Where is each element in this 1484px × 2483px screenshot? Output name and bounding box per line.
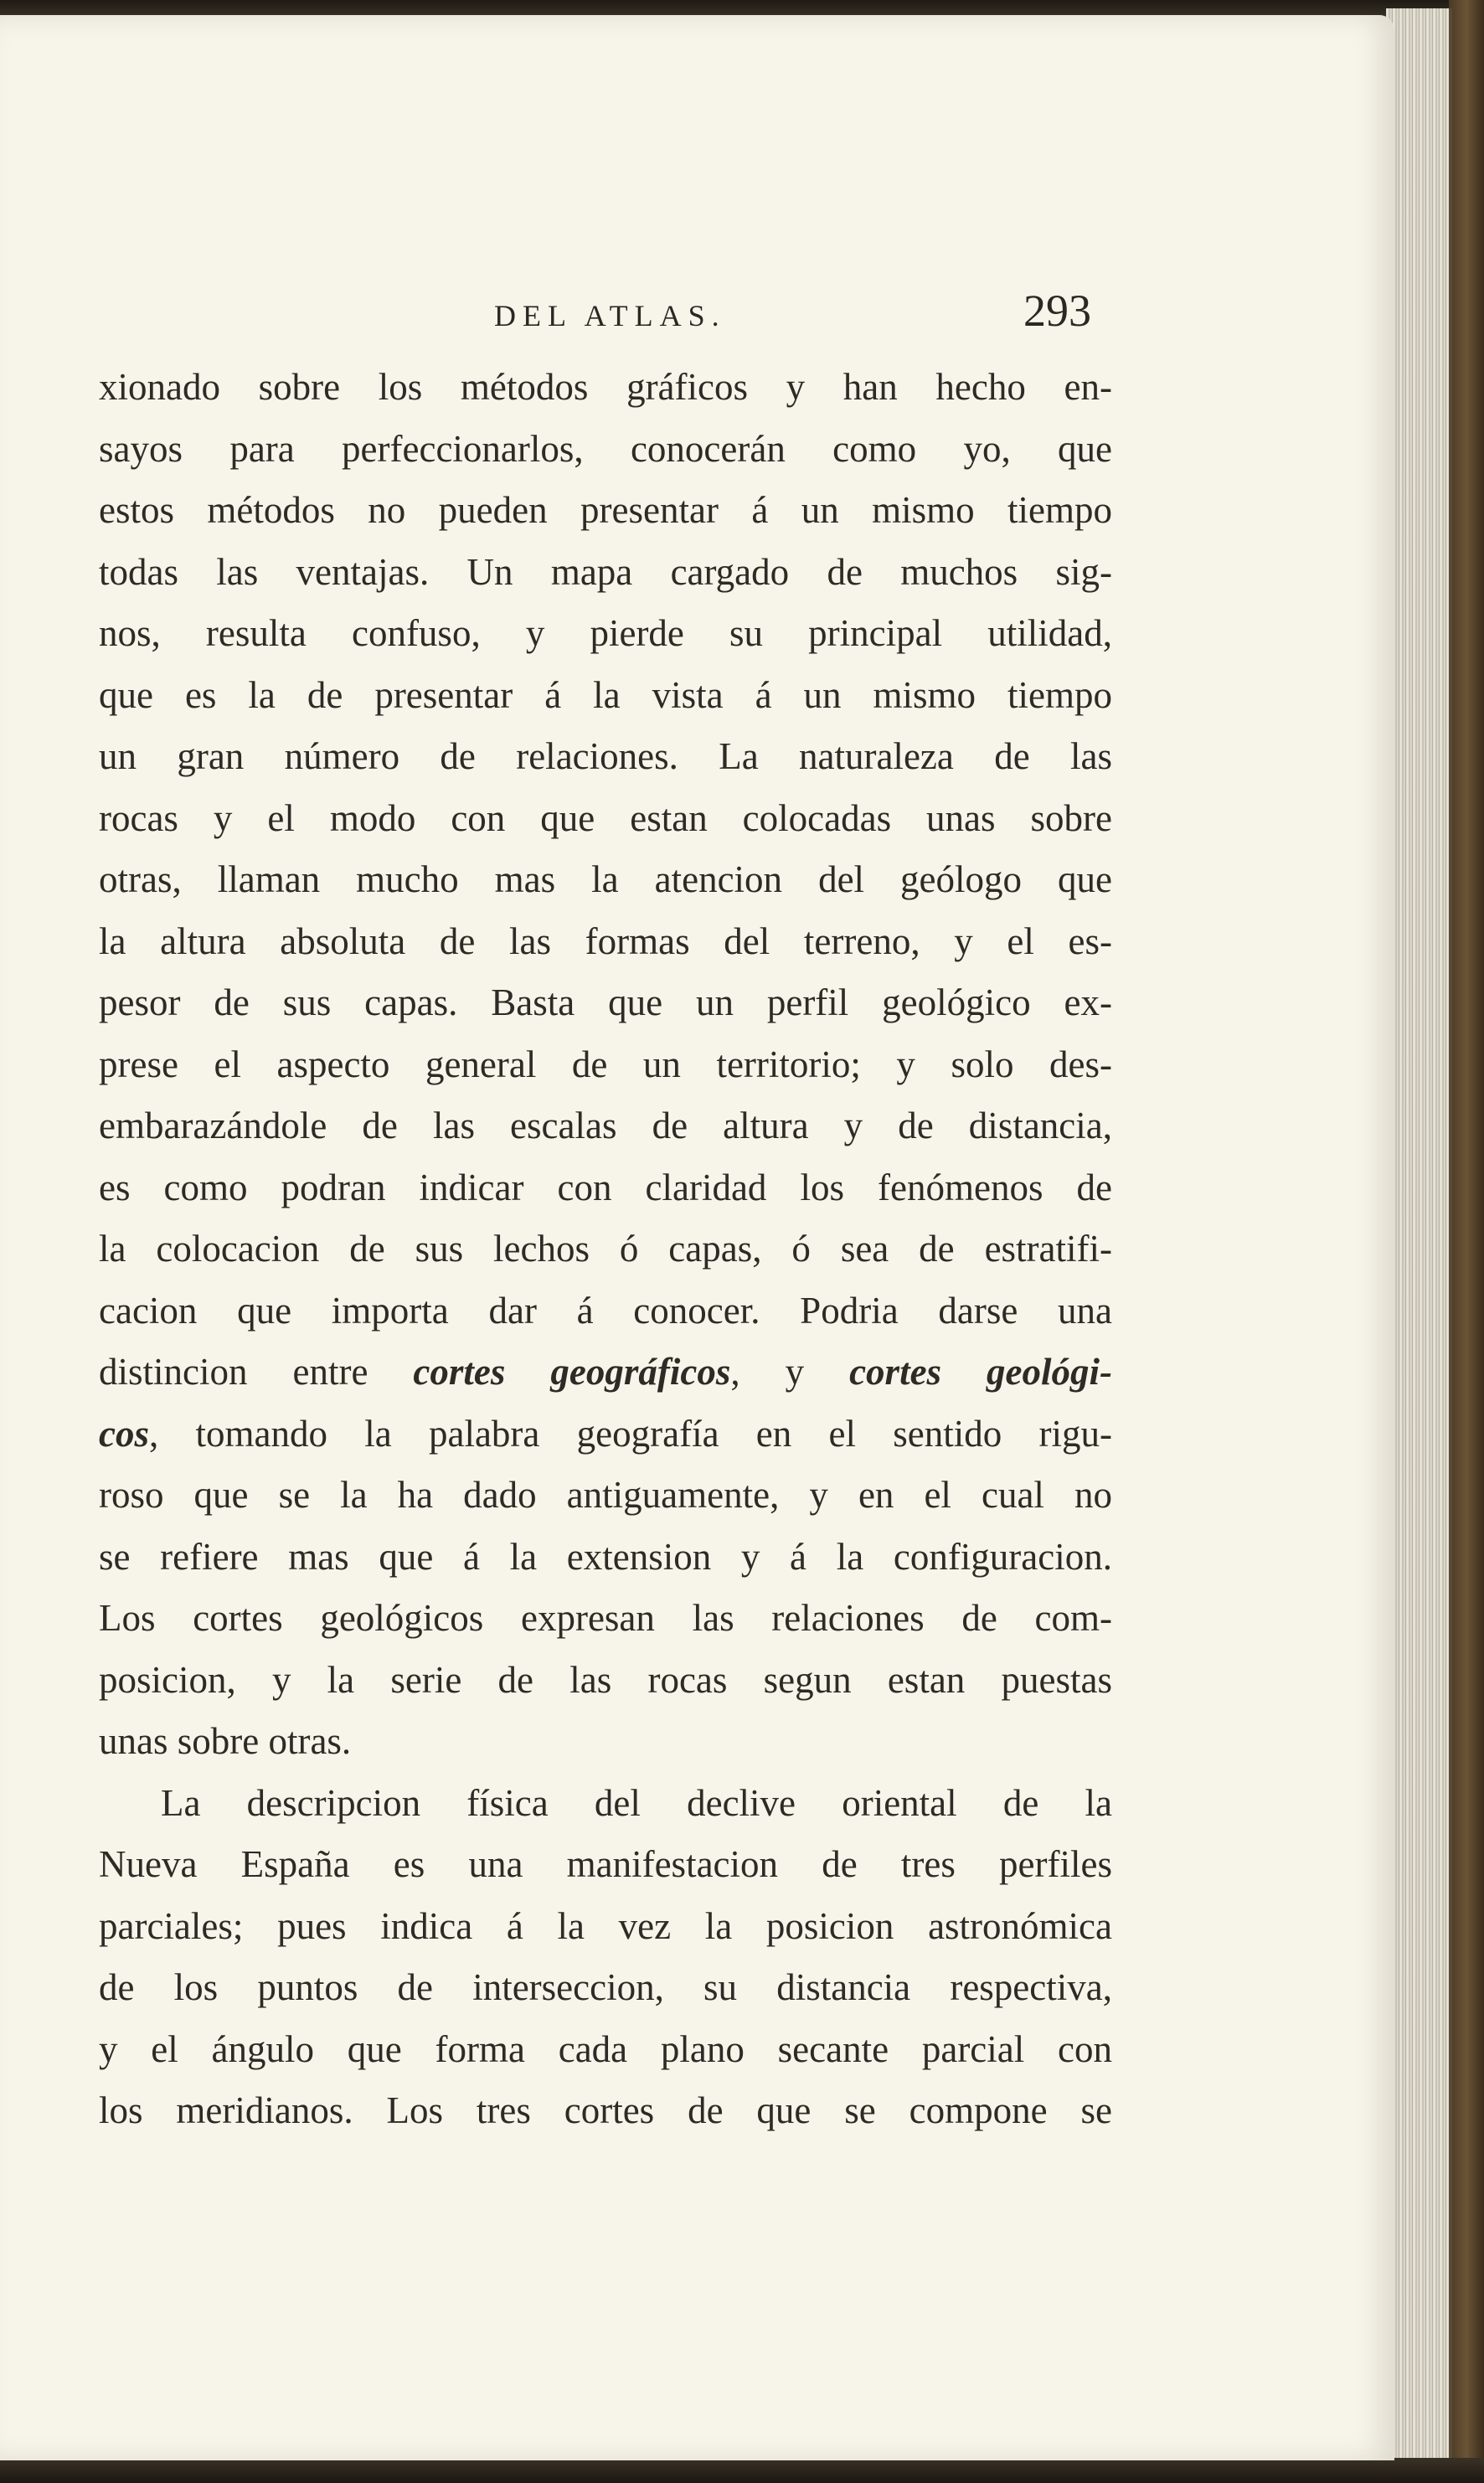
text-line: distincion entre cortes geográficos, y cortes geológi- — [99, 1351, 1113, 1393]
text-line: cos, tomando la palabra geografía en el sentido rigu- — [99, 1412, 1112, 1455]
text-line: la altura absoluta de las formas del terreno, y el es- — [99, 920, 1112, 962]
text-line: sayos para perfeccionarlos, conocerán como yo, que — [99, 427, 1112, 470]
text-line: y el ángulo que forma cada plano secante parcial con — [99, 2027, 1112, 2070]
text-line: de los puntos de interseccion, su distancia respectiva, — [99, 1966, 1112, 2008]
book-cover-edge — [1449, 0, 1484, 2483]
running-head — [0, 281, 1394, 348]
text-line: los meridianos. Los tres cortes de que se compone se — [99, 2089, 1112, 2131]
text-line: posicion, y la serie de las rocas segun estan puestas — [99, 1658, 1112, 1701]
italic-term: cortes geológi- — [849, 1351, 1113, 1393]
text-line: todas las ventajas. Un mapa cargado de muchos sig- — [99, 550, 1112, 593]
text-line: que es la de presentar á la vista á un mismo tiempo — [99, 673, 1112, 716]
page-fore-edge — [1386, 8, 1452, 2462]
page-number: 293 — [1023, 286, 1091, 336]
text-line: la colocacion de sus lechos ó capas, ó sea de estratifi- — [99, 1228, 1112, 1270]
paragraph-first-line: La descripcion física del declive oriental de la — [161, 1781, 1112, 1824]
italic-term: cos — [99, 1412, 149, 1455]
text-line: parciales; pues indica á la vez la posicion astronómica — [99, 1904, 1112, 1947]
text-line: roso que se la ha dado antiguamente, y en el cual no — [99, 1474, 1112, 1516]
text-line: nos, resulta confuso, y pierde su principal utilidad, — [99, 612, 1112, 654]
text-line: Los cortes geológicos expresan las relaciones de com- — [99, 1597, 1112, 1639]
text-line: un gran número de relaciones. La naturaleza de las — [99, 735, 1112, 777]
italic-term: cortes geográficos — [413, 1351, 731, 1393]
text-line: embarazándole de las escalas de altura y de distancia, — [99, 1105, 1112, 1146]
text-line: estos métodos no pueden presentar á un mismo tiempo — [99, 489, 1112, 531]
text-line: otras, llaman mucho mas la atencion del geólogo que — [99, 858, 1112, 900]
body-text — [99, 357, 1112, 2142]
text-line: xionado sobre los métodos gráficos y han hecho en- — [99, 366, 1112, 408]
text-line: prese el aspecto general de un territorio; y solo des- — [99, 1043, 1112, 1085]
text-line: cacion que importa dar á conocer. Podria darse una — [99, 1289, 1112, 1332]
text-line: se refiere mas que á la extension y á la configuracion. — [99, 1535, 1112, 1578]
running-title: DEL ATLAS. — [494, 299, 726, 332]
text-line: rocas y el modo con que estan colocadas unas sobre — [99, 796, 1112, 839]
book-bottom-edge — [0, 2458, 1484, 2483]
text-line: pesor de sus capas. Basta que un perfil geológico ex- — [99, 981, 1112, 1023]
book-page — [0, 15, 1394, 2460]
paragraph-last-line: unas sobre otras. — [99, 1720, 352, 1762]
text-line: Nueva España es una manifestacion de tres perfiles — [99, 1843, 1112, 1885]
text-line: es como podran indicar con claridad los fenómenos de — [99, 1166, 1112, 1208]
